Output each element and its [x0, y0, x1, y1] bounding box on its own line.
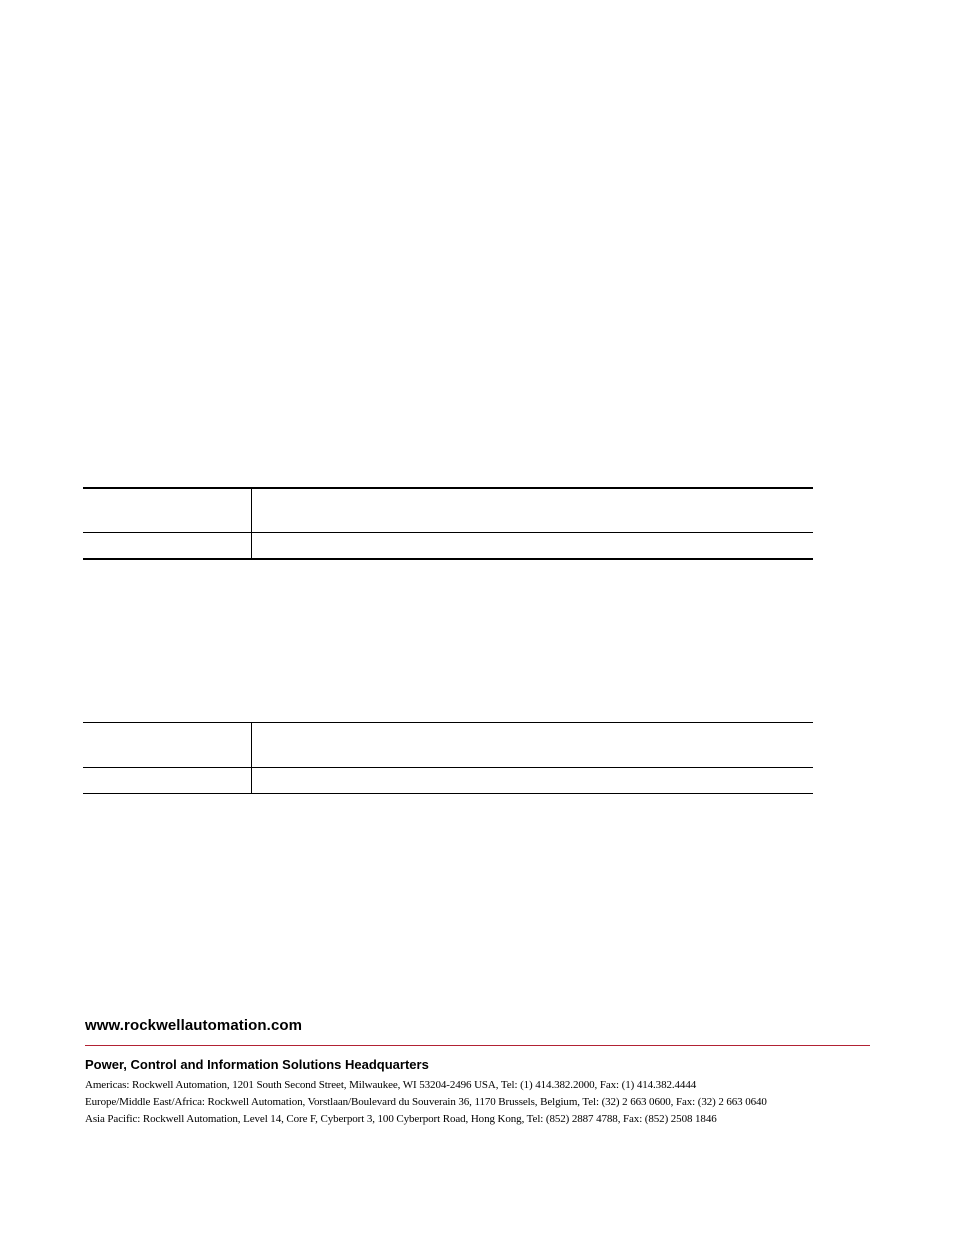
table-cell	[83, 533, 251, 560]
office-list	[85, 1077, 870, 1128]
website-link[interactable]: www.rockwellautomation.com	[85, 1017, 303, 1034]
table-cell	[251, 488, 813, 533]
table-row	[83, 488, 813, 533]
table-cell	[251, 533, 813, 560]
table-cell	[83, 488, 251, 533]
blank-table-2	[83, 722, 813, 794]
table-cell	[83, 768, 251, 794]
table-row	[83, 533, 813, 560]
table-row	[83, 723, 813, 768]
table-cell	[251, 723, 813, 768]
table-row	[83, 768, 813, 794]
office-americas: Americas: Rockwell Automation, 1201 South Second Street, Milwaukee, WI 53204-2496 USA, Tel: (1) 414.382.2000, Fax: (1) 414.382.4444	[85, 1079, 697, 1091]
office-asia-pacific: Asia Pacific: Rockwell Automation, Level 14, Core F, Cyberport 3, 100 Cyberport Road, Hong Kong, Tel: (852) 2887 4788, Fax: (852) 2508 1846	[85, 1113, 717, 1125]
table-cell	[251, 768, 813, 794]
office-emea: Europe/Middle East/Africa: Rockwell Automation, Vorstlaan/Boulevard du Souverain 36, 1170 Brussels, Belgium, Tel: (32) 2 663 0600, Fax: (32) 2 663 0640	[85, 1096, 767, 1108]
blank-table-1	[83, 487, 813, 560]
headquarters-title: Power, Control and Information Solutions Headquarters	[85, 1057, 429, 1072]
footer-divider	[85, 1045, 870, 1046]
table-cell	[83, 723, 251, 768]
page-footer	[85, 1016, 870, 1128]
